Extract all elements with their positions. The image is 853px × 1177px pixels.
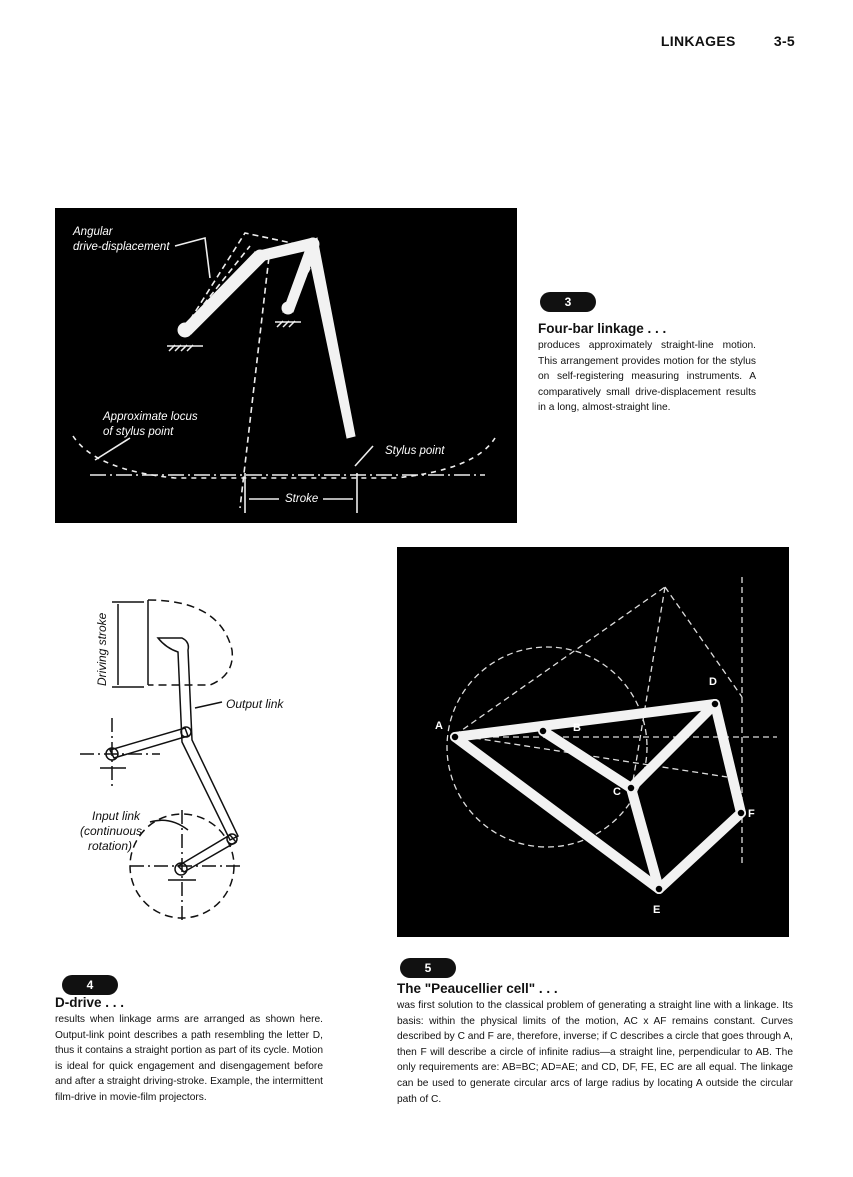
label-drive-displacement: drive-displacement [73, 241, 170, 253]
label-continuous: (continuous [80, 824, 143, 838]
page-number: 3-5 [773, 33, 795, 49]
figure-3-caption [538, 320, 756, 416]
figure-5-caption [397, 980, 793, 1107]
section-title: LINKAGES [660, 33, 736, 49]
label-angular: Angular [73, 226, 113, 238]
figure-4-caption [55, 994, 323, 1106]
figure-3-body: produces approximately straight-line motion. This arrangement provides motion for the stylus on self-registering measuring instruments. A comparatively small drive-displacement results in a long, almost-straight line. [538, 340, 756, 414]
figure-5-title: The "Peaucellier cell" . . . [397, 981, 558, 996]
label-point-e: E [653, 904, 661, 916]
figure-4-body: results when linkage arms are arranged as shown here. Output-link point describes a path resembling the letter D, thus it contains a straight portion as part of its cycle. Motion is ideal for quick engagement and disengagement before and after a straight driving-stroke. Example, the intermittent film-drive in movie-film projectors. [55, 1014, 323, 1103]
figure-5-peaucellier-cell [397, 547, 789, 937]
figure-3-four-bar-linkage [55, 208, 517, 523]
figure-3-number-badge: 3 [540, 292, 596, 312]
label-point-c: C [613, 786, 621, 798]
label-output-link: Output link [226, 697, 284, 711]
label-point-a: A [435, 720, 443, 732]
label-rotation: rotation) [88, 839, 133, 853]
figure-5-number-badge: 5 [400, 958, 456, 978]
label-point-f: F [748, 808, 755, 820]
label-stylus-point: Stylus point [385, 445, 445, 457]
figure-5-body: was first solution to the classical problem of generating a straight line with a linkage. Its basis: within the physical limits of the motion, AC x AF remains constant. Curves described by C and F are, therefore, inverse; if C describes a circle that goes through A, then F will describe a circle of infinite radius—a straight line, perpendicular to AB. The only requirements are: AB=BC; AD=AE; and CD, DF, FE, EC are all equal. The linkage can be used to generate circular arcs of large radius by locating A outside the circular path of C. [397, 1000, 793, 1105]
label-driving-stroke: Driving stroke [95, 612, 109, 686]
figure-4-title: D-drive . . . [55, 995, 125, 1010]
page-header [661, 33, 795, 49]
label-approximate-locus: Approximate locus [103, 411, 198, 423]
label-point-b: B [573, 722, 581, 734]
label-of-stylus-point: of stylus point [103, 426, 174, 438]
label-input-link: Input link [92, 809, 141, 823]
label-point-d: D [709, 676, 717, 688]
figure-4-number-badge: 4 [62, 975, 118, 995]
label-stroke: Stroke [285, 493, 319, 505]
figure-4-d-drive [70, 590, 310, 930]
figure-3-title: Four-bar linkage . . . [538, 321, 667, 336]
